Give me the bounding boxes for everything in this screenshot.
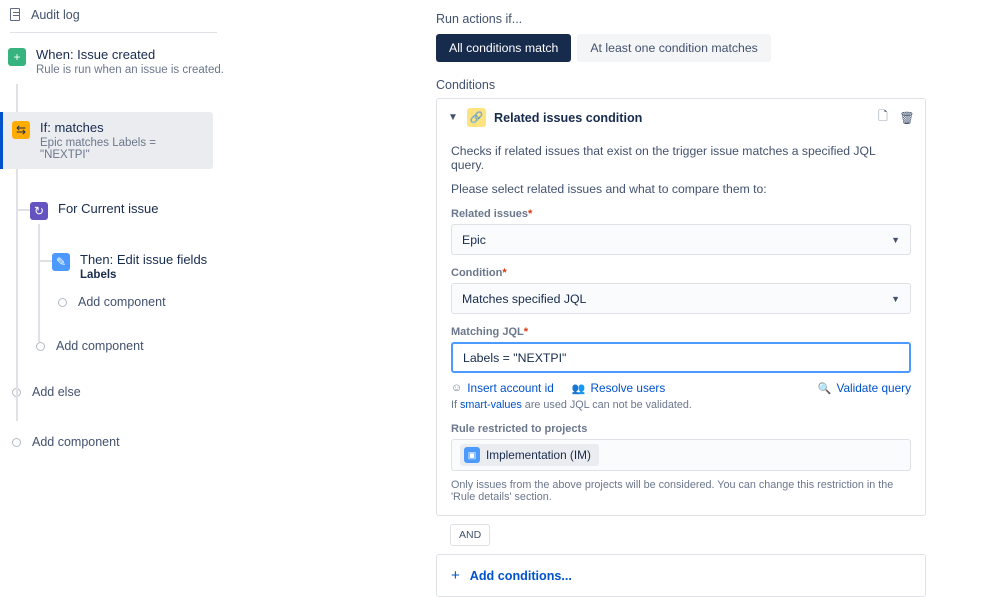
step-subtitle-when: Rule is run when an issue is created. xyxy=(36,64,224,76)
step-subtitle-then: Labels xyxy=(80,269,117,281)
add-else-label: Add else xyxy=(32,385,81,399)
smart-values-link[interactable]: smart-values xyxy=(460,399,522,411)
person-icon: ☺ xyxy=(451,382,463,394)
run-actions-label: Run actions if... xyxy=(436,12,523,26)
search-icon: 🔍 xyxy=(817,382,832,395)
add-component-bottom-label: Add component xyxy=(32,435,120,449)
step-subtitle-if: Epic matches Labels = "NEXTPI" xyxy=(40,137,157,161)
step-title-if: If: matches xyxy=(40,120,104,135)
add-else[interactable] xyxy=(0,359,418,405)
validate-query-button[interactable] xyxy=(818,381,911,395)
add-node-icon xyxy=(58,298,67,307)
add-component-inner[interactable] xyxy=(0,289,418,315)
selection-indicator xyxy=(0,112,3,169)
document-icon xyxy=(10,8,22,22)
restriction-footnote: Only issues from the above projects will be considered. You can change this restriction in the 'Rule details' section. xyxy=(451,479,894,503)
trash-icon[interactable]: 🗑 xyxy=(899,110,915,125)
step-title-when: When: Issue created xyxy=(36,47,156,62)
matching-jql-value: Labels = "NEXTPI" xyxy=(463,350,567,365)
link-icon: 🔗 xyxy=(467,108,486,127)
hint-prefix: If xyxy=(451,399,460,411)
related-issues-select[interactable] xyxy=(451,224,911,255)
condition-card-header xyxy=(437,99,925,136)
condition-value: Matches specified JQL xyxy=(462,291,587,306)
project-avatar-icon: ▣ xyxy=(464,447,480,463)
condition-title: Related issues condition xyxy=(494,110,643,125)
for-each-icon: ↻ xyxy=(30,202,48,220)
condition-mode-toggle xyxy=(436,34,983,62)
related-issues-label: Related issues* xyxy=(451,208,533,220)
add-component-mid[interactable] xyxy=(0,315,418,359)
related-issues-condition-card xyxy=(436,98,926,516)
add-node-icon xyxy=(36,342,45,351)
chevron-down-icon: ▼ xyxy=(891,293,900,304)
conditions-label: Conditions xyxy=(436,78,496,92)
condition-description-1: Checks if related issues that exist on the trigger issue matches a specified JQL query. xyxy=(451,144,876,172)
edit-pencil-icon: ✎ xyxy=(52,253,70,271)
matching-jql-label: Matching JQL* xyxy=(451,326,529,338)
step-title-then: Then: Edit issue fields xyxy=(80,252,208,267)
rule-restricted-label: Rule restricted to projects xyxy=(451,423,588,435)
add-component-inner-label: Add component xyxy=(78,295,166,309)
rule-step-when[interactable] xyxy=(0,39,418,84)
insert-account-id-button[interactable] xyxy=(451,381,554,395)
insert-account-id-label: Insert account id xyxy=(467,381,554,395)
project-restriction-field[interactable] xyxy=(451,439,911,471)
chevron-down-icon: ▼ xyxy=(891,234,900,245)
branch-icon: ⇆ xyxy=(12,121,30,139)
connector-2 xyxy=(0,169,418,193)
rule-step-if[interactable] xyxy=(0,112,213,169)
plus-icon: + xyxy=(8,48,26,66)
condition-field-label: Condition* xyxy=(451,267,507,279)
smart-values-hint xyxy=(451,399,911,411)
jql-helper-actions xyxy=(451,381,911,395)
validate-query-label: Validate query xyxy=(836,381,911,395)
people-icon: 👥 xyxy=(571,382,586,395)
project-chip[interactable] xyxy=(460,444,599,466)
and-connector xyxy=(450,524,983,546)
add-conditions-label: Add conditions... xyxy=(469,568,572,583)
divider xyxy=(10,32,217,33)
rule-step-for[interactable] xyxy=(0,193,418,228)
condition-card-body xyxy=(437,136,925,515)
chevron-down-icon[interactable]: ▼ xyxy=(448,112,458,123)
copy-icon[interactable]: 🗋 xyxy=(878,109,888,123)
plus-icon: + xyxy=(451,567,460,584)
rule-step-then[interactable] xyxy=(0,228,418,289)
condition-select[interactable] xyxy=(451,283,911,314)
hint-suffix: are used JQL can not be validated. xyxy=(521,399,692,411)
add-component-mid-label: Add component xyxy=(56,339,144,353)
add-node-icon xyxy=(12,438,21,447)
connector-1 xyxy=(0,84,418,112)
condition-details-panel xyxy=(418,0,999,584)
matching-jql-input[interactable] xyxy=(451,342,911,373)
step-title-for: For Current issue xyxy=(58,201,159,216)
resolve-users-button[interactable] xyxy=(572,381,665,395)
related-issues-value: Epic xyxy=(462,232,486,247)
audit-log-link[interactable] xyxy=(0,0,418,32)
tab-at-least-one-condition-matches[interactable]: At least one condition matches xyxy=(577,34,770,62)
condition-description-2: Please select related issues and what to compare them to: xyxy=(451,182,767,196)
rule-chain-panel xyxy=(0,0,418,520)
resolve-users-label: Resolve users xyxy=(590,381,666,395)
audit-log-label: Audit log xyxy=(31,8,80,22)
tab-all-conditions-match[interactable]: All conditions match xyxy=(436,34,571,62)
add-component-bottom[interactable] xyxy=(0,405,418,455)
and-label: AND xyxy=(450,524,490,546)
add-conditions-button[interactable] xyxy=(436,554,926,597)
project-chip-label: Implementation (IM) xyxy=(486,448,591,462)
